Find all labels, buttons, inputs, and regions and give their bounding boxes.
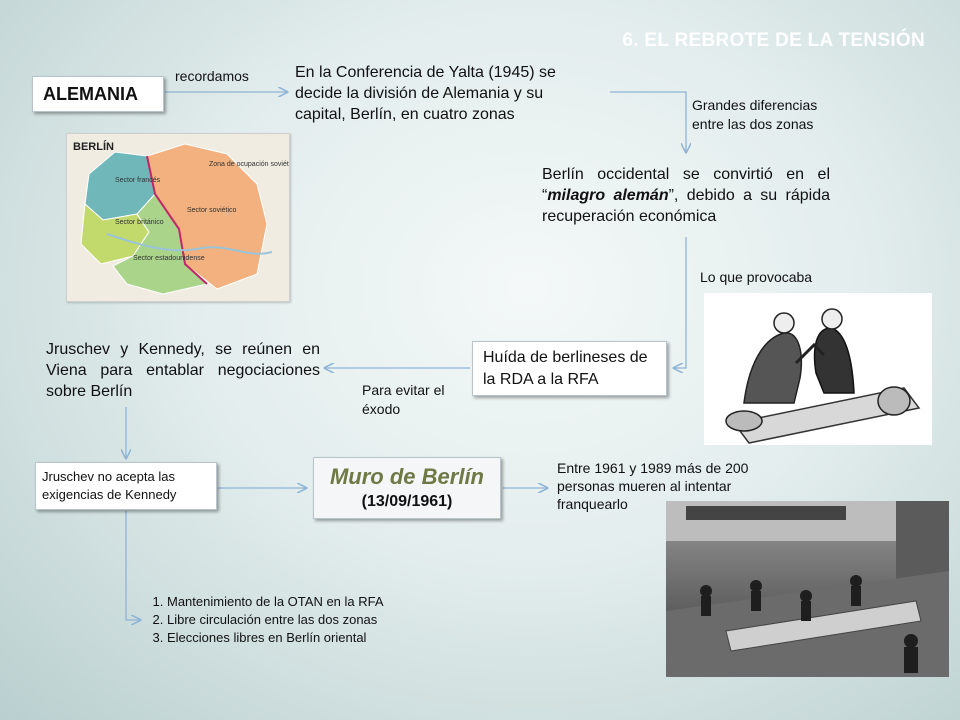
arrow-berlin-huida — [674, 237, 686, 368]
berlin-occidental-text — [542, 164, 830, 227]
milagro-aleman-text: milagro alemán — [547, 187, 669, 204]
berlin-map — [66, 133, 290, 302]
berlin-wall-photo — [666, 501, 949, 677]
exigencias-list — [145, 593, 465, 647]
muro-date: (13/09/1961) — [361, 493, 453, 510]
huida-box: Huída de berlineses de la RDA a la RFA — [472, 341, 667, 396]
yalta-text: En la Conferencia de Yalta (1945) se decide la división de Alemania y su capital, Berlín, en cuatro zonas — [295, 64, 556, 123]
alemania-box: ALEMANIA — [32, 76, 164, 112]
map-label-sovietico: Sector soviético — [187, 207, 237, 214]
recordamos-label: recordamos — [175, 68, 249, 84]
map-label-zona: Zona de ocupación soviética — [209, 161, 289, 168]
para-evitar-label: Para evitar el éxodo — [362, 382, 445, 417]
map-label-estadounidense: Sector estadounidense — [133, 255, 205, 262]
jruschev-kennedy-text: Jruschev y Kennedy, se reúnen en Viena para entablar negociaciones sobre Berlín — [46, 341, 320, 400]
map-label-frances: Sector francés — [115, 177, 161, 184]
berlin-occidental-pre: Berlín occidental se convirtió en el “ — [542, 166, 830, 204]
list-item: 3. Elecciones libres en Berlín oriental — [167, 629, 465, 647]
arrow-jrus-list — [126, 511, 140, 620]
list-item: 1. Mantenimiento de la OTAN en la RFA — [167, 593, 465, 611]
muro-title: Muro de Berlín — [329, 464, 484, 489]
grandes-diferencias-label: Grandes diferencias entre las dos zonas — [692, 97, 818, 132]
arrow-yalta-berlin — [610, 92, 686, 152]
personas-mueren-text: Entre 1961 y 1989 más de 200 personas mueren al intentar franquearlo — [557, 460, 749, 512]
arm-wrestling-cartoon — [704, 293, 932, 445]
list-item: 2. Libre circulación entre las dos zonas — [167, 611, 465, 629]
map-title: BERLÍN — [73, 141, 114, 153]
map-label-britanico: Sector británico — [115, 219, 164, 226]
lo-que-provocaba-label: Lo que provocaba — [700, 269, 813, 285]
muro-box — [313, 457, 501, 519]
berlin-occidental-post: ”, debido a su rápida recuperación económica — [542, 187, 831, 225]
page-title: 6. EL REBROTE DE LA TENSIÓN — [622, 30, 925, 51]
jruschev-no-acepta-box: Jruschev no acepta las exigencias de Kennedy — [35, 462, 217, 510]
